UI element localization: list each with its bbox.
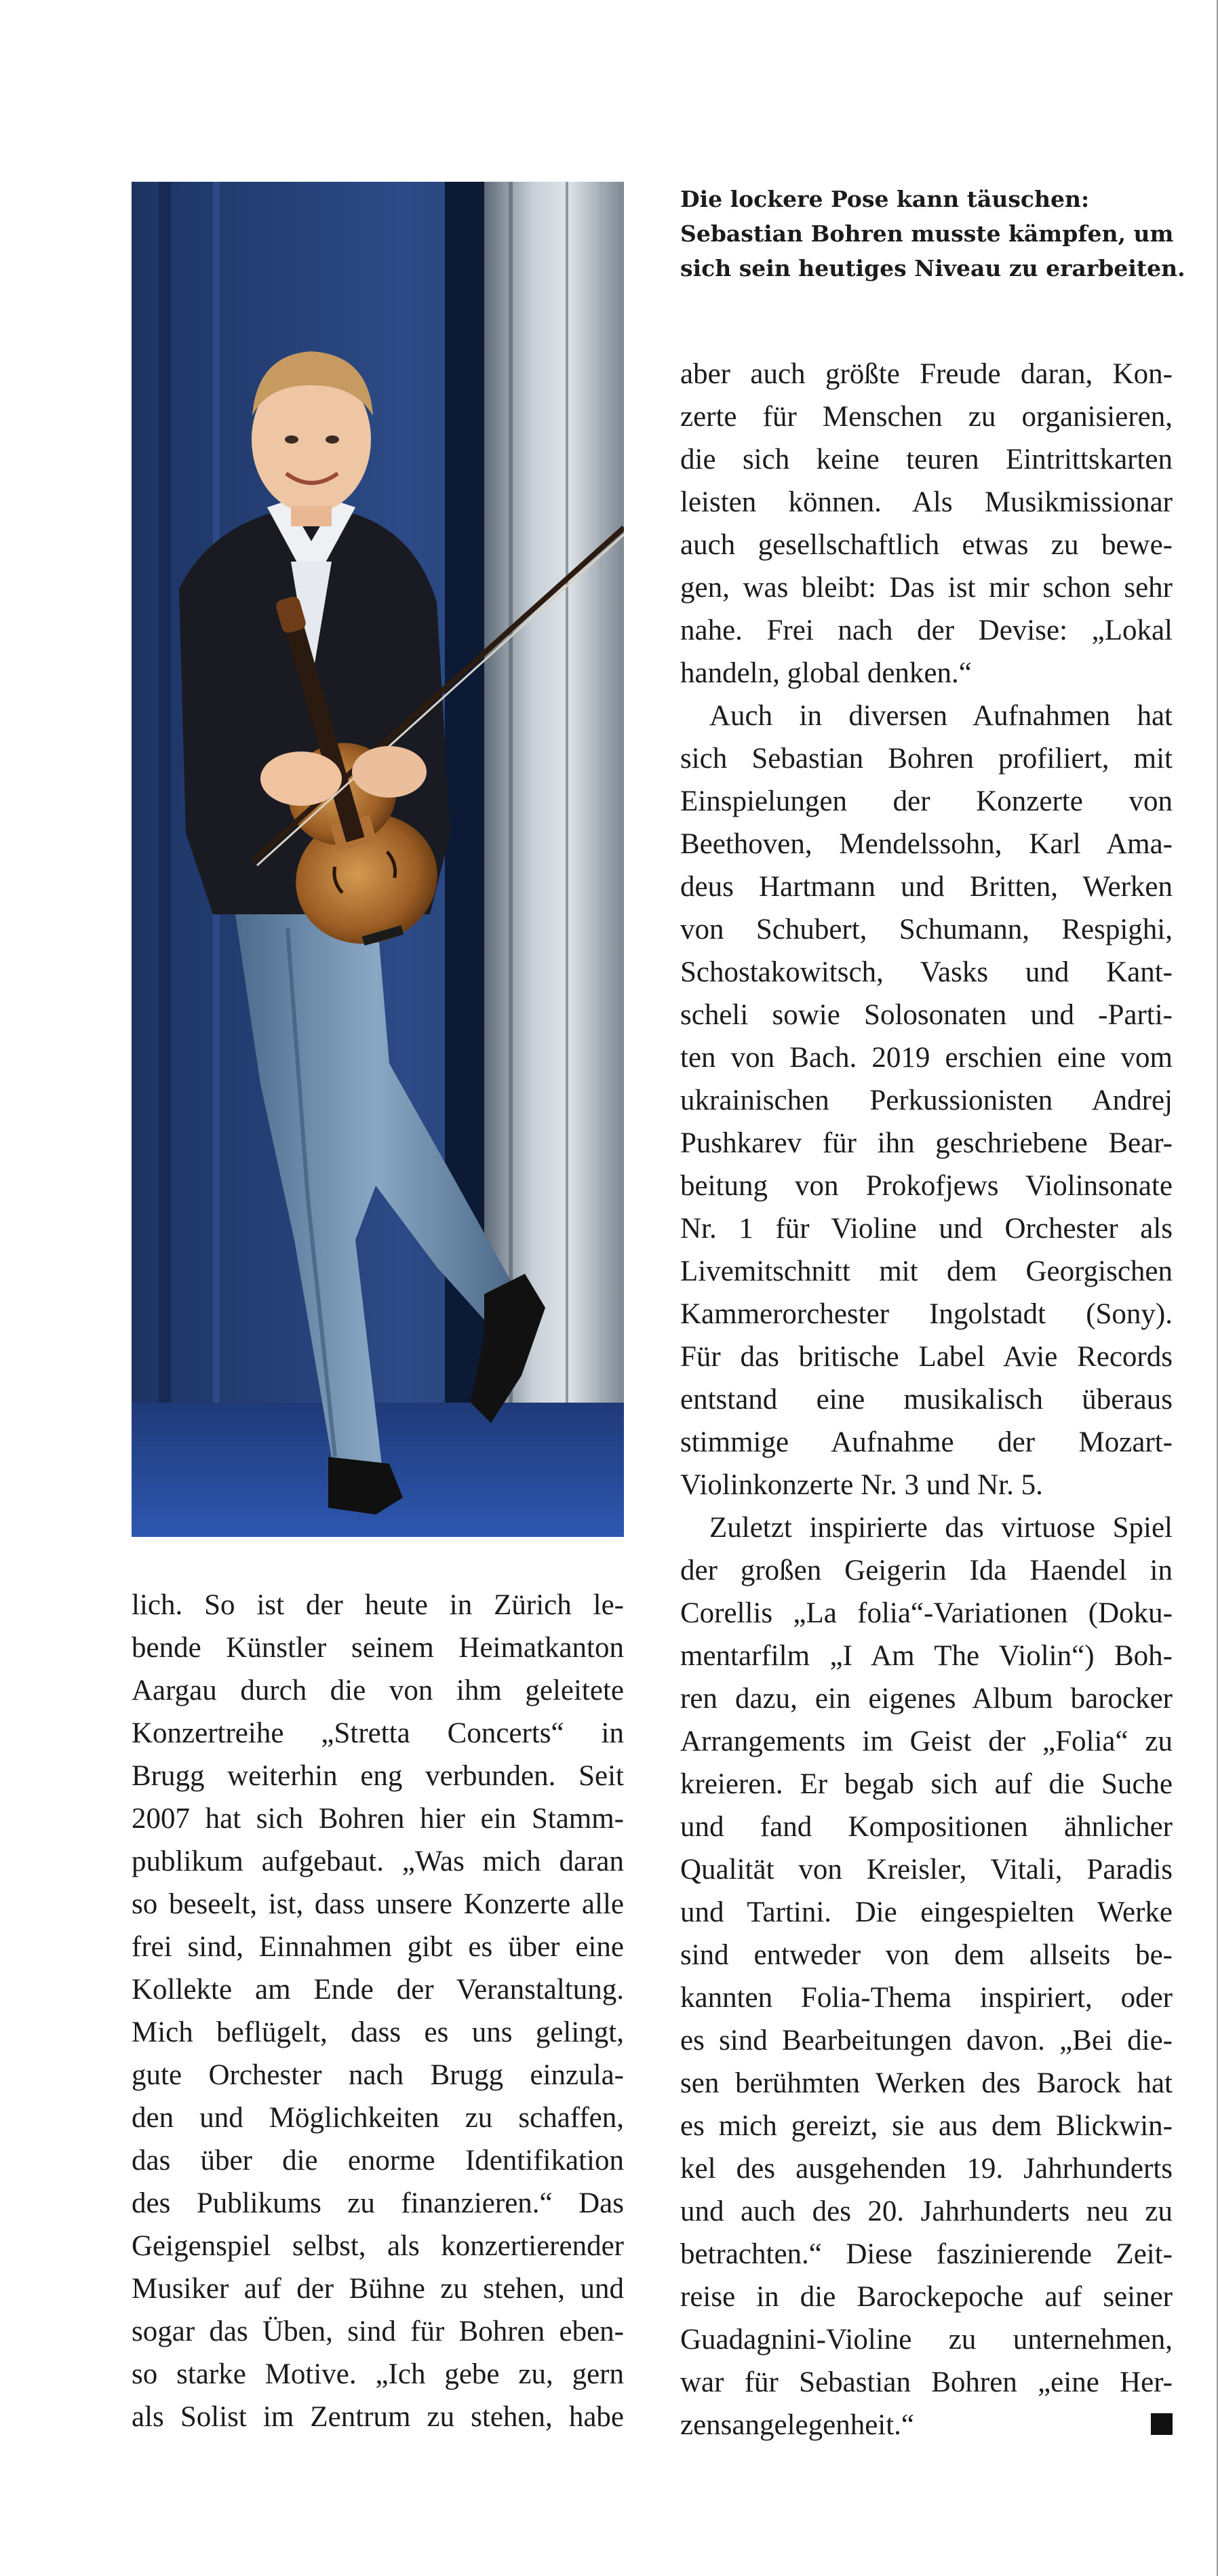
text-line: von Schubert, Schumann, Respighi, — [680, 914, 1173, 945]
text-line: 2007 hat sich Bohren hier ein Stamm- — [132, 1803, 624, 1835]
article-column-left — [132, 1584, 624, 2438]
text-line: sen berühmten Werken des Barock hat — [680, 2067, 1173, 2099]
text-line: entstand eine musikalisch überaus — [680, 1384, 1173, 1416]
text-line: reise in die Barockepoche auf seiner — [680, 2281, 1173, 2313]
text-line: Musiker auf der Bühne zu stehen, und — [132, 2273, 624, 2305]
article-column-right — [680, 353, 1173, 2446]
caption-line: Die lockere Pose kann täuschen: — [680, 186, 1090, 212]
text-line: Brugg weiterhin eng verbunden. Seit — [132, 1760, 624, 1792]
text-line: so beseelt, ist, dass unsere Konzerte alle — [132, 1888, 624, 1920]
text-line: sind entweder von dem allseits be- — [680, 1939, 1173, 1971]
text-line: als Solist im Zentrum zu stehen, habe — [132, 2401, 624, 2433]
text-line: gute Orchester nach Brugg einzula- — [132, 2059, 624, 2091]
text-line: nahe. Frei nach der Devise: „Lokal — [680, 614, 1173, 646]
text-line: ten von Bach. 2019 erschien eine vom — [680, 1042, 1173, 1074]
text-line: gen, was bleibt: Das ist mir schon sehr — [680, 572, 1173, 604]
text-line: war für Sebastian Bohren „eine Her- — [680, 2366, 1173, 2398]
text-line: Schostakowitsch, Vasks und Kant- — [680, 956, 1173, 988]
text-line: Für das britische Label Avie Records — [680, 1341, 1173, 1373]
text-line: Arrangements im Geist der „Folia“ zu — [680, 1725, 1173, 1757]
text-line: Corellis „La folia“-Variationen (Doku- — [680, 1597, 1173, 1629]
text-line: kreieren. Er begab sich auf die Suche — [680, 1768, 1173, 1800]
text-line: Zuletzt inspirierte das virtuose Spiel — [709, 1512, 1173, 1544]
text-line: kel des ausgehenden 19. Jahrhunderts — [680, 2153, 1173, 2185]
text-line: Einspielungen der Konzerte von — [680, 785, 1173, 817]
caption-line: Sebastian Bohren musste kämpfen, um — [680, 220, 1174, 247]
caption-line: sich sein heutiges Niveau zu erarbeiten. — [680, 255, 1185, 281]
text-line: den und Möglichkeiten zu schaffen, — [132, 2102, 624, 2134]
text-line: scheli sowie Solosonaten und -Parti- — [680, 999, 1173, 1031]
text-line: sich Sebastian Bohren profiliert, mit — [680, 743, 1173, 775]
text-line: Mich beflügelt, dass es uns gelingt, — [132, 2016, 624, 2048]
text-line: und fand Kompositionen ähnlicher — [680, 1811, 1173, 1843]
text-line: so starke Motive. „Ich gebe zu, gern — [132, 2358, 624, 2390]
text-line: aber auch größte Freude daran, Kon- — [680, 358, 1173, 390]
text-line: der großen Geigerin Ida Haendel in — [680, 1555, 1173, 1586]
text-line: deus Hartmann und Britten, Werken — [680, 871, 1173, 903]
text-line: Guadagnini-Violine zu unternehmen, — [680, 2324, 1173, 2356]
text-line: betrachten.“ Diese faszinierende Zeit- — [680, 2238, 1173, 2270]
text-line: beitung von Prokofjews Violinsonate — [680, 1170, 1173, 1202]
text-line: kannten Folia-Thema inspiriert, oder — [680, 1982, 1173, 2014]
text-line: zerte für Menschen zu organisieren, — [680, 401, 1173, 433]
text-line: Nr. 1 für Violine und Orchester als — [680, 1213, 1173, 1245]
text-line: und Tartini. Die eingespielten Werke — [680, 1896, 1173, 1928]
text-line: handeln, global denken.“ — [680, 657, 972, 689]
text-line: Kollekte am Ende der Veranstaltung. — [132, 1974, 624, 2006]
text-line: ukrainischen Perkussionisten Andrej — [680, 1085, 1173, 1116]
text-line: auch gesellschaftlich etwas zu bewe- — [680, 529, 1173, 561]
text-line: es sind Bearbeitungen davon. „Bei die- — [680, 2025, 1173, 2056]
text-line: Livemitschnitt mit dem Georgischen — [680, 1255, 1173, 1287]
text-line: Violinkonzerte Nr. 3 und Nr. 5. — [680, 1469, 1043, 1501]
text-line: es mich gereizt, sie aus dem Blickwin- — [680, 2110, 1173, 2142]
violinist-photo — [132, 182, 624, 1537]
text-line: Konzertreihe „Stretta Concerts“ in — [132, 1717, 624, 1749]
text-line: frei sind, Einnahmen gibt es über eine — [132, 1931, 624, 1963]
text-line: Aargau durch die von ihm geleitete — [132, 1675, 624, 1706]
text-line: und auch des 20. Jahrhunderts neu zu — [680, 2196, 1173, 2227]
text-line: Geigenspiel selbst, als konzertierender — [132, 2230, 624, 2262]
text-line: mentarfilm „I Am The Violin“) Boh- — [680, 1640, 1173, 1672]
text-line: des Publikums zu finanzieren.“ Das — [132, 2187, 624, 2219]
text-line: leisten können. Als Musikmissionar — [680, 486, 1173, 518]
end-of-article-square-icon — [1151, 2413, 1173, 2435]
text-line: bende Künstler seinem Heimatkanton — [132, 1632, 624, 1664]
final-text: zensangelegenheit.“ — [680, 2409, 915, 2441]
text-line: ren dazu, ein eigenes Album barocker — [680, 1683, 1173, 1715]
text-line: publikum aufgebaut. „Was mich daran — [132, 1846, 624, 1877]
text-line: stimmige Aufnahme der Mozart- — [680, 1426, 1173, 1458]
text-line: Auch in diversen Aufnahmen hat — [709, 700, 1173, 732]
final-text-line — [680, 2404, 1173, 2446]
text-line: Kammerorchester Ingolstadt (Sony). — [680, 1298, 1173, 1330]
text-line: das über die enorme Identifikation — [132, 2145, 624, 2177]
text-line: Pushkarev für ihn geschriebene Bear- — [680, 1127, 1173, 1159]
text-line: Beethoven, Mendelssohn, Karl Ama- — [680, 828, 1173, 860]
text-line: lich. So ist der heute in Zürich le- — [132, 1589, 624, 1621]
text-line: die sich keine teuren Eintrittskarten — [680, 444, 1173, 475]
photo-caption — [680, 182, 1185, 286]
text-line: sogar das Üben, sind für Bohren eben- — [132, 2316, 624, 2347]
text-line: Qualität von Kreisler, Vitali, Paradis — [680, 1854, 1173, 1886]
